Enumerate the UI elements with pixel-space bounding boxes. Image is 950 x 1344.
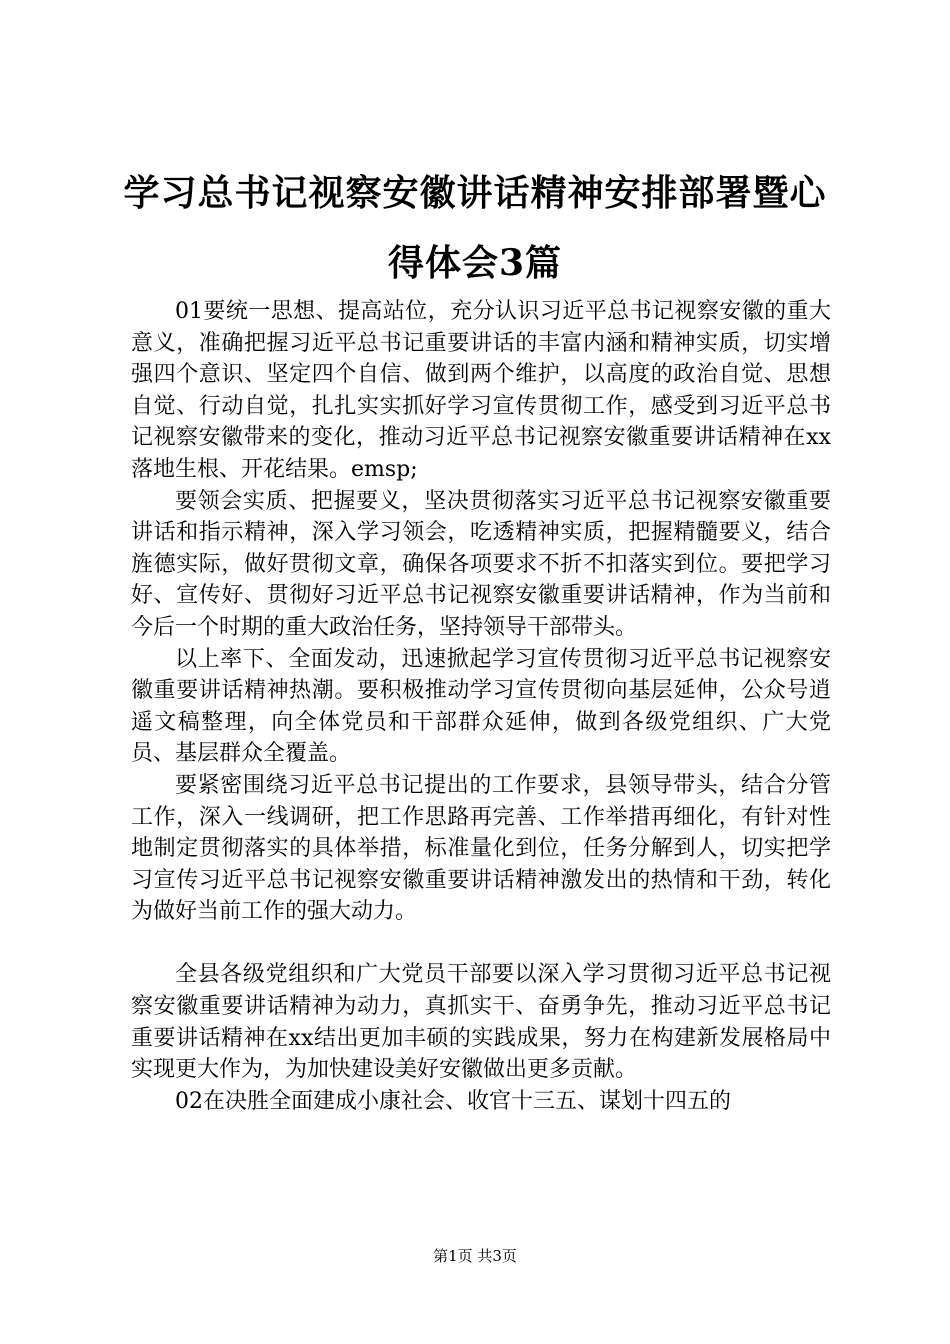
paragraph-4: 要紧密围绕习近平总书记提出的工作要求，县领导带头，结合分管工作，深入一线调研，把工作思路再完善、工作举措再细化，有针对性地制定贯彻落实的具体举措，标准量化到位，任务分解到人，切实把学习宣传习近平总书记视察安徽重要讲话精神激发出的热情和干劲，转化为做好当前工作的强大动力。 <box>131 772 831 925</box>
paragraph-3: 以上率下、全面发动，迅速掀起学习宣传贯彻习近平总书记视察安徽重要讲话精神热潮。要积极推动学习宣传贯彻向基层延伸，公众号逍遥文稿整理，向全体党员和干部群众延伸，做到各级党组织、广大党员、基层群众全覆盖。 <box>131 646 831 767</box>
page-indicator: 第1页 共3页 <box>433 1247 517 1265</box>
paragraph-1: 01要统一思想、提高站位，充分认识习近平总书记视察安徽的重大意义，准确把握习近平总书记重要讲话的丰富内涵和精神实质，切实增强四个意识、坚定四个自信、做到两个维护，以高度的政治自觉、思想自觉、行动自觉，扎扎实实抓好学习宣传贯彻工作，感受到习近平总书记视察安徽带来的变化，推动习近平总书记视察安徽重要讲话精神在xx落地生根、开花结果。emsp; <box>131 299 831 482</box>
document-body <box>131 296 831 1117</box>
document-title: 学习总书记视察安徽讲话精神安排部署暨心得体会3篇 <box>123 172 827 284</box>
paragraph-6: 02在决胜全面建成小康社会、收官十三五、谋划十四五的 <box>175 1088 731 1114</box>
paragraph-2: 要领会实质、把握要义，坚决贯彻落实习近平总书记视察安徽重要讲话和指示精神，深入学习领会，吃透精神实质，把握精髓要义，结合旌德实际，做好贯彻文章，确保各项要求不折不扣落实到位。要把学习好、宣传好、贯彻好习近平总书记视察安徽重要讲话精神，作为当前和今后一个时期的重大政治任务，坚持领导干部带头。 <box>131 488 831 640</box>
paragraph-5: 全县各级党组织和广大党员干部要以深入学习贯彻习近平总书记视察安徽重要讲话精神为动力，真抓实干、奋勇争先，推动习近平总书记重要讲话精神在xx结出更加丰硕的实践成果，努力在构建新发展格局中实现更大作为，为加快建设美好安徽做出更多贡献。 <box>131 962 831 1083</box>
